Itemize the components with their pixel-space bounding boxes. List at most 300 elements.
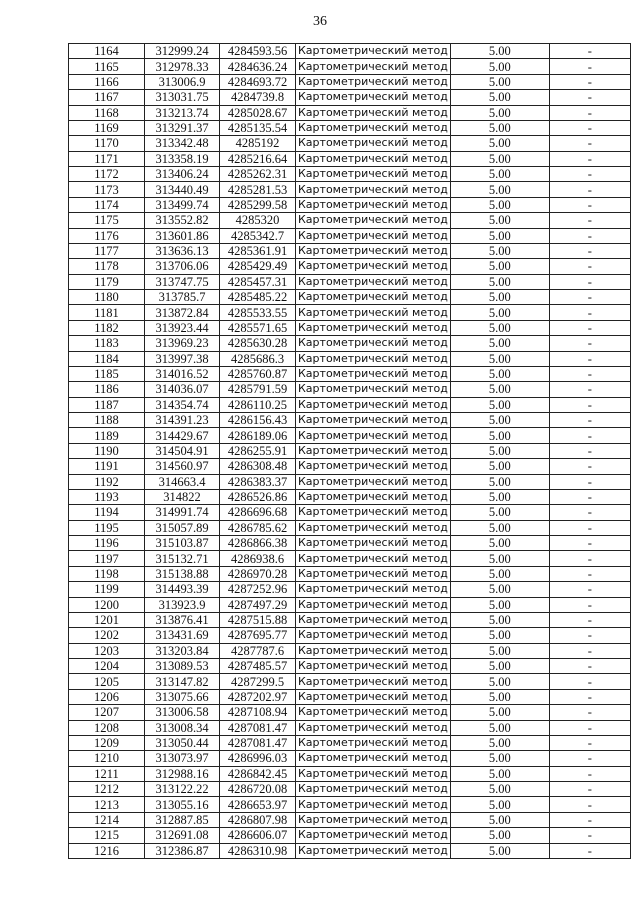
x-coordinate-cell: 313008.34 xyxy=(145,720,220,735)
accuracy-cell: 5.00 xyxy=(450,382,549,397)
note-cell: - xyxy=(549,582,630,597)
y-coordinate-cell: 4287787.6 xyxy=(220,643,296,658)
y-coordinate-cell: 4285028.67 xyxy=(220,105,296,120)
accuracy-cell: 5.00 xyxy=(450,74,549,89)
method-cell: Картометрический метод xyxy=(296,290,451,305)
accuracy-cell: 5.00 xyxy=(450,336,549,351)
x-coordinate-cell: 313050.44 xyxy=(145,735,220,750)
point-number-cell: 1208 xyxy=(69,720,145,735)
method-cell: Картометрический метод xyxy=(296,320,451,335)
y-coordinate-cell: 4287299.5 xyxy=(220,674,296,689)
accuracy-cell: 5.00 xyxy=(450,751,549,766)
accuracy-cell: 5.00 xyxy=(450,105,549,120)
point-number-cell: 1199 xyxy=(69,582,145,597)
coordinates-table xyxy=(68,43,631,859)
note-cell: - xyxy=(549,44,630,59)
method-cell: Картометрический метод xyxy=(296,474,451,489)
x-coordinate-cell: 313406.24 xyxy=(145,167,220,182)
note-cell: - xyxy=(549,382,630,397)
table-row xyxy=(69,566,631,581)
x-coordinate-cell: 313601.86 xyxy=(145,228,220,243)
y-coordinate-cell: 4287081.47 xyxy=(220,735,296,750)
method-cell: Картометрический метод xyxy=(296,428,451,443)
y-coordinate-cell: 4284693.72 xyxy=(220,74,296,89)
y-coordinate-cell: 4285533.55 xyxy=(220,305,296,320)
note-cell: - xyxy=(549,59,630,74)
table-row xyxy=(69,59,631,74)
x-coordinate-cell: 314016.52 xyxy=(145,366,220,381)
point-number-cell: 1184 xyxy=(69,351,145,366)
point-number-cell: 1207 xyxy=(69,705,145,720)
point-number-cell: 1191 xyxy=(69,459,145,474)
y-coordinate-cell: 4285192 xyxy=(220,136,296,151)
table-row xyxy=(69,290,631,305)
table-row xyxy=(69,643,631,658)
accuracy-cell: 5.00 xyxy=(450,320,549,335)
point-number-cell: 1177 xyxy=(69,243,145,258)
method-cell: Картометрический метод xyxy=(296,228,451,243)
accuracy-cell: 5.00 xyxy=(450,674,549,689)
point-number-cell: 1165 xyxy=(69,59,145,74)
point-number-cell: 1185 xyxy=(69,366,145,381)
accuracy-cell: 5.00 xyxy=(450,167,549,182)
point-number-cell: 1167 xyxy=(69,90,145,105)
y-coordinate-cell: 4286842.45 xyxy=(220,766,296,781)
point-number-cell: 1180 xyxy=(69,290,145,305)
note-cell: - xyxy=(549,566,630,581)
point-number-cell: 1202 xyxy=(69,628,145,643)
x-coordinate-cell: 313747.75 xyxy=(145,274,220,289)
point-number-cell: 1216 xyxy=(69,843,145,858)
table-row xyxy=(69,551,631,566)
note-cell: - xyxy=(549,105,630,120)
method-cell: Картометрический метод xyxy=(296,182,451,197)
accuracy-cell: 5.00 xyxy=(450,443,549,458)
y-coordinate-cell: 4286189.06 xyxy=(220,428,296,443)
table-row xyxy=(69,812,631,827)
accuracy-cell: 5.00 xyxy=(450,689,549,704)
y-coordinate-cell: 4287252.96 xyxy=(220,582,296,597)
method-cell: Картометрический метод xyxy=(296,136,451,151)
x-coordinate-cell: 313785.7 xyxy=(145,290,220,305)
accuracy-cell: 5.00 xyxy=(450,366,549,381)
y-coordinate-cell: 4286308.48 xyxy=(220,459,296,474)
y-coordinate-cell: 4285262.31 xyxy=(220,167,296,182)
note-cell: - xyxy=(549,413,630,428)
accuracy-cell: 5.00 xyxy=(450,90,549,105)
accuracy-cell: 5.00 xyxy=(450,305,549,320)
note-cell: - xyxy=(549,320,630,335)
x-coordinate-cell: 312978.33 xyxy=(145,59,220,74)
table-row xyxy=(69,259,631,274)
accuracy-cell: 5.00 xyxy=(450,474,549,489)
point-number-cell: 1171 xyxy=(69,151,145,166)
point-number-cell: 1187 xyxy=(69,397,145,412)
method-cell: Картометрический метод xyxy=(296,197,451,212)
y-coordinate-cell: 4284593.56 xyxy=(220,44,296,59)
point-number-cell: 1213 xyxy=(69,797,145,812)
y-coordinate-cell: 4285457.31 xyxy=(220,274,296,289)
table-row xyxy=(69,305,631,320)
x-coordinate-cell: 313006.9 xyxy=(145,74,220,89)
y-coordinate-cell: 4286696.68 xyxy=(220,505,296,520)
accuracy-cell: 5.00 xyxy=(450,197,549,212)
method-cell: Картометрический метод xyxy=(296,44,451,59)
method-cell: Картометрический метод xyxy=(296,305,451,320)
y-coordinate-cell: 4286653.97 xyxy=(220,797,296,812)
method-cell: Картометрический метод xyxy=(296,689,451,704)
table-row xyxy=(69,120,631,135)
point-number-cell: 1200 xyxy=(69,597,145,612)
y-coordinate-cell: 4285571.65 xyxy=(220,320,296,335)
accuracy-cell: 5.00 xyxy=(450,505,549,520)
note-cell: - xyxy=(549,705,630,720)
x-coordinate-cell: 313291.37 xyxy=(145,120,220,135)
accuracy-cell: 5.00 xyxy=(450,136,549,151)
table-row xyxy=(69,213,631,228)
x-coordinate-cell: 313872.84 xyxy=(145,305,220,320)
table-row xyxy=(69,151,631,166)
accuracy-cell: 5.00 xyxy=(450,520,549,535)
x-coordinate-cell: 313969.23 xyxy=(145,336,220,351)
accuracy-cell: 5.00 xyxy=(450,720,549,735)
point-number-cell: 1173 xyxy=(69,182,145,197)
accuracy-cell: 5.00 xyxy=(450,413,549,428)
point-number-cell: 1215 xyxy=(69,828,145,843)
accuracy-cell: 5.00 xyxy=(450,489,549,504)
table-row xyxy=(69,90,631,105)
table-row xyxy=(69,628,631,643)
y-coordinate-cell: 4287081.47 xyxy=(220,720,296,735)
table-row xyxy=(69,397,631,412)
accuracy-cell: 5.00 xyxy=(450,351,549,366)
accuracy-cell: 5.00 xyxy=(450,151,549,166)
method-cell: Картометрический метод xyxy=(296,566,451,581)
method-cell: Картометрический метод xyxy=(296,243,451,258)
method-cell: Картометрический метод xyxy=(296,536,451,551)
method-cell: Картометрический метод xyxy=(296,274,451,289)
table-row xyxy=(69,705,631,720)
note-cell: - xyxy=(549,397,630,412)
y-coordinate-cell: 4286996.03 xyxy=(220,751,296,766)
x-coordinate-cell: 313055.16 xyxy=(145,797,220,812)
x-coordinate-cell: 315132.71 xyxy=(145,551,220,566)
accuracy-cell: 5.00 xyxy=(450,705,549,720)
y-coordinate-cell: 4287497.29 xyxy=(220,597,296,612)
x-coordinate-cell: 313499.74 xyxy=(145,197,220,212)
accuracy-cell: 5.00 xyxy=(450,459,549,474)
note-cell: - xyxy=(549,536,630,551)
table-row xyxy=(69,320,631,335)
accuracy-cell: 5.00 xyxy=(450,428,549,443)
point-number-cell: 1170 xyxy=(69,136,145,151)
note-cell: - xyxy=(549,443,630,458)
y-coordinate-cell: 4285281.53 xyxy=(220,182,296,197)
method-cell: Картометрический метод xyxy=(296,751,451,766)
point-number-cell: 1172 xyxy=(69,167,145,182)
table-row xyxy=(69,44,631,59)
table-row xyxy=(69,243,631,258)
table-row xyxy=(69,536,631,551)
accuracy-cell: 5.00 xyxy=(450,582,549,597)
point-number-cell: 1193 xyxy=(69,489,145,504)
table-row xyxy=(69,136,631,151)
x-coordinate-cell: 313876.41 xyxy=(145,612,220,627)
method-cell: Картометрический метод xyxy=(296,382,451,397)
x-coordinate-cell: 313440.49 xyxy=(145,182,220,197)
y-coordinate-cell: 4287485.57 xyxy=(220,659,296,674)
x-coordinate-cell: 313147.82 xyxy=(145,674,220,689)
y-coordinate-cell: 4284636.24 xyxy=(220,59,296,74)
x-coordinate-cell: 313358.19 xyxy=(145,151,220,166)
table-row xyxy=(69,828,631,843)
accuracy-cell: 5.00 xyxy=(450,797,549,812)
table-row xyxy=(69,597,631,612)
point-number-cell: 1198 xyxy=(69,566,145,581)
note-cell: - xyxy=(549,551,630,566)
method-cell: Картометрический метод xyxy=(296,397,451,412)
method-cell: Картометрический метод xyxy=(296,612,451,627)
table-row xyxy=(69,520,631,535)
table-row xyxy=(69,843,631,858)
method-cell: Картометрический метод xyxy=(296,351,451,366)
method-cell: Картометрический метод xyxy=(296,659,451,674)
point-number-cell: 1211 xyxy=(69,766,145,781)
note-cell: - xyxy=(549,674,630,689)
y-coordinate-cell: 4285361.91 xyxy=(220,243,296,258)
coordinates-table-body xyxy=(69,44,631,859)
y-coordinate-cell: 4285342.7 xyxy=(220,228,296,243)
x-coordinate-cell: 315103.87 xyxy=(145,536,220,551)
table-row xyxy=(69,659,631,674)
y-coordinate-cell: 4286866.38 xyxy=(220,536,296,551)
x-coordinate-cell: 313342.48 xyxy=(145,136,220,151)
y-coordinate-cell: 4287108.94 xyxy=(220,705,296,720)
x-coordinate-cell: 314560.97 xyxy=(145,459,220,474)
x-coordinate-cell: 313073.97 xyxy=(145,751,220,766)
accuracy-cell: 5.00 xyxy=(450,259,549,274)
point-number-cell: 1176 xyxy=(69,228,145,243)
table-row xyxy=(69,336,631,351)
method-cell: Картометрический метод xyxy=(296,90,451,105)
table-row xyxy=(69,197,631,212)
point-number-cell: 1214 xyxy=(69,812,145,827)
x-coordinate-cell: 315138.88 xyxy=(145,566,220,581)
note-cell: - xyxy=(549,597,630,612)
x-coordinate-cell: 314036.07 xyxy=(145,382,220,397)
method-cell: Картометрический метод xyxy=(296,459,451,474)
accuracy-cell: 5.00 xyxy=(450,213,549,228)
x-coordinate-cell: 313636.13 xyxy=(145,243,220,258)
method-cell: Картометрический метод xyxy=(296,259,451,274)
method-cell: Картометрический метод xyxy=(296,105,451,120)
accuracy-cell: 5.00 xyxy=(450,397,549,412)
table-row xyxy=(69,797,631,812)
x-coordinate-cell: 313075.66 xyxy=(145,689,220,704)
point-number-cell: 1186 xyxy=(69,382,145,397)
y-coordinate-cell: 4285429.49 xyxy=(220,259,296,274)
accuracy-cell: 5.00 xyxy=(450,228,549,243)
note-cell: - xyxy=(549,689,630,704)
point-number-cell: 1210 xyxy=(69,751,145,766)
point-number-cell: 1204 xyxy=(69,659,145,674)
point-number-cell: 1169 xyxy=(69,120,145,135)
method-cell: Картометрический метод xyxy=(296,443,451,458)
x-coordinate-cell: 313213.74 xyxy=(145,105,220,120)
note-cell: - xyxy=(549,520,630,535)
note-cell: - xyxy=(549,167,630,182)
point-number-cell: 1190 xyxy=(69,443,145,458)
y-coordinate-cell: 4286383.37 xyxy=(220,474,296,489)
point-number-cell: 1212 xyxy=(69,782,145,797)
x-coordinate-cell: 313923.9 xyxy=(145,597,220,612)
note-cell: - xyxy=(549,366,630,381)
point-number-cell: 1201 xyxy=(69,612,145,627)
note-cell: - xyxy=(549,628,630,643)
y-coordinate-cell: 4285216.64 xyxy=(220,151,296,166)
method-cell: Картометрический метод xyxy=(296,413,451,428)
x-coordinate-cell: 314991.74 xyxy=(145,505,220,520)
note-cell: - xyxy=(549,197,630,212)
note-cell: - xyxy=(549,305,630,320)
note-cell: - xyxy=(549,213,630,228)
y-coordinate-cell: 4286255.91 xyxy=(220,443,296,458)
point-number-cell: 1194 xyxy=(69,505,145,520)
table-row xyxy=(69,182,631,197)
accuracy-cell: 5.00 xyxy=(450,290,549,305)
x-coordinate-cell: 314504.91 xyxy=(145,443,220,458)
note-cell: - xyxy=(549,812,630,827)
method-cell: Картометрический метод xyxy=(296,59,451,74)
table-row xyxy=(69,428,631,443)
point-number-cell: 1205 xyxy=(69,674,145,689)
x-coordinate-cell: 313203.84 xyxy=(145,643,220,658)
method-cell: Картометрический метод xyxy=(296,705,451,720)
accuracy-cell: 5.00 xyxy=(450,659,549,674)
note-cell: - xyxy=(549,612,630,627)
note-cell: - xyxy=(549,151,630,166)
y-coordinate-cell: 4287202.97 xyxy=(220,689,296,704)
method-cell: Картометрический метод xyxy=(296,336,451,351)
method-cell: Картометрический метод xyxy=(296,735,451,750)
note-cell: - xyxy=(549,274,630,289)
method-cell: Картометрический метод xyxy=(296,489,451,504)
method-cell: Картометрический метод xyxy=(296,597,451,612)
y-coordinate-cell: 4286785.62 xyxy=(220,520,296,535)
x-coordinate-cell: 314391.23 xyxy=(145,413,220,428)
point-number-cell: 1209 xyxy=(69,735,145,750)
y-coordinate-cell: 4285320 xyxy=(220,213,296,228)
table-row xyxy=(69,474,631,489)
y-coordinate-cell: 4285630.28 xyxy=(220,336,296,351)
note-cell: - xyxy=(549,843,630,858)
point-number-cell: 1189 xyxy=(69,428,145,443)
x-coordinate-cell: 313089.53 xyxy=(145,659,220,674)
x-coordinate-cell: 313706.06 xyxy=(145,259,220,274)
note-cell: - xyxy=(549,290,630,305)
note-cell: - xyxy=(549,90,630,105)
point-number-cell: 1196 xyxy=(69,536,145,551)
note-cell: - xyxy=(549,74,630,89)
point-number-cell: 1181 xyxy=(69,305,145,320)
y-coordinate-cell: 4286156.43 xyxy=(220,413,296,428)
y-coordinate-cell: 4285760.87 xyxy=(220,366,296,381)
note-cell: - xyxy=(549,782,630,797)
accuracy-cell: 5.00 xyxy=(450,843,549,858)
method-cell: Картометрический метод xyxy=(296,366,451,381)
x-coordinate-cell: 312887.85 xyxy=(145,812,220,827)
note-cell: - xyxy=(549,643,630,658)
accuracy-cell: 5.00 xyxy=(450,551,549,566)
method-cell: Картометрический метод xyxy=(296,551,451,566)
note-cell: - xyxy=(549,659,630,674)
x-coordinate-cell: 314663.4 xyxy=(145,474,220,489)
accuracy-cell: 5.00 xyxy=(450,828,549,843)
point-number-cell: 1195 xyxy=(69,520,145,535)
accuracy-cell: 5.00 xyxy=(450,766,549,781)
method-cell: Картометрический метод xyxy=(296,74,451,89)
note-cell: - xyxy=(549,259,630,274)
method-cell: Картометрический метод xyxy=(296,151,451,166)
table-row xyxy=(69,459,631,474)
method-cell: Картометрический метод xyxy=(296,505,451,520)
note-cell: - xyxy=(549,228,630,243)
x-coordinate-cell: 312999.24 xyxy=(145,44,220,59)
method-cell: Картометрический метод xyxy=(296,120,451,135)
note-cell: - xyxy=(549,474,630,489)
table-row xyxy=(69,74,631,89)
table-row xyxy=(69,766,631,781)
accuracy-cell: 5.00 xyxy=(450,643,549,658)
method-cell: Картометрический метод xyxy=(296,674,451,689)
x-coordinate-cell: 313997.38 xyxy=(145,351,220,366)
note-cell: - xyxy=(549,136,630,151)
accuracy-cell: 5.00 xyxy=(450,782,549,797)
table-row xyxy=(69,582,631,597)
accuracy-cell: 5.00 xyxy=(450,612,549,627)
note-cell: - xyxy=(549,459,630,474)
table-row xyxy=(69,674,631,689)
x-coordinate-cell: 314429.67 xyxy=(145,428,220,443)
accuracy-cell: 5.00 xyxy=(450,243,549,258)
y-coordinate-cell: 4286526.86 xyxy=(220,489,296,504)
accuracy-cell: 5.00 xyxy=(450,812,549,827)
method-cell: Картометрический метод xyxy=(296,812,451,827)
y-coordinate-cell: 4285135.54 xyxy=(220,120,296,135)
point-number-cell: 1174 xyxy=(69,197,145,212)
table-row xyxy=(69,228,631,243)
table-row xyxy=(69,382,631,397)
table-row xyxy=(69,366,631,381)
table-row xyxy=(69,105,631,120)
y-coordinate-cell: 4286720.08 xyxy=(220,782,296,797)
x-coordinate-cell: 313552.82 xyxy=(145,213,220,228)
table-row xyxy=(69,689,631,704)
y-coordinate-cell: 4284739.8 xyxy=(220,90,296,105)
table-row xyxy=(69,351,631,366)
page-number: 36 xyxy=(313,14,327,29)
method-cell: Картометрический метод xyxy=(296,797,451,812)
y-coordinate-cell: 4286310.98 xyxy=(220,843,296,858)
accuracy-cell: 5.00 xyxy=(450,274,549,289)
point-number-cell: 1166 xyxy=(69,74,145,89)
point-number-cell: 1183 xyxy=(69,336,145,351)
table-row xyxy=(69,612,631,627)
note-cell: - xyxy=(549,735,630,750)
method-cell: Картометрический метод xyxy=(296,643,451,658)
x-coordinate-cell: 313122.22 xyxy=(145,782,220,797)
table-row xyxy=(69,735,631,750)
